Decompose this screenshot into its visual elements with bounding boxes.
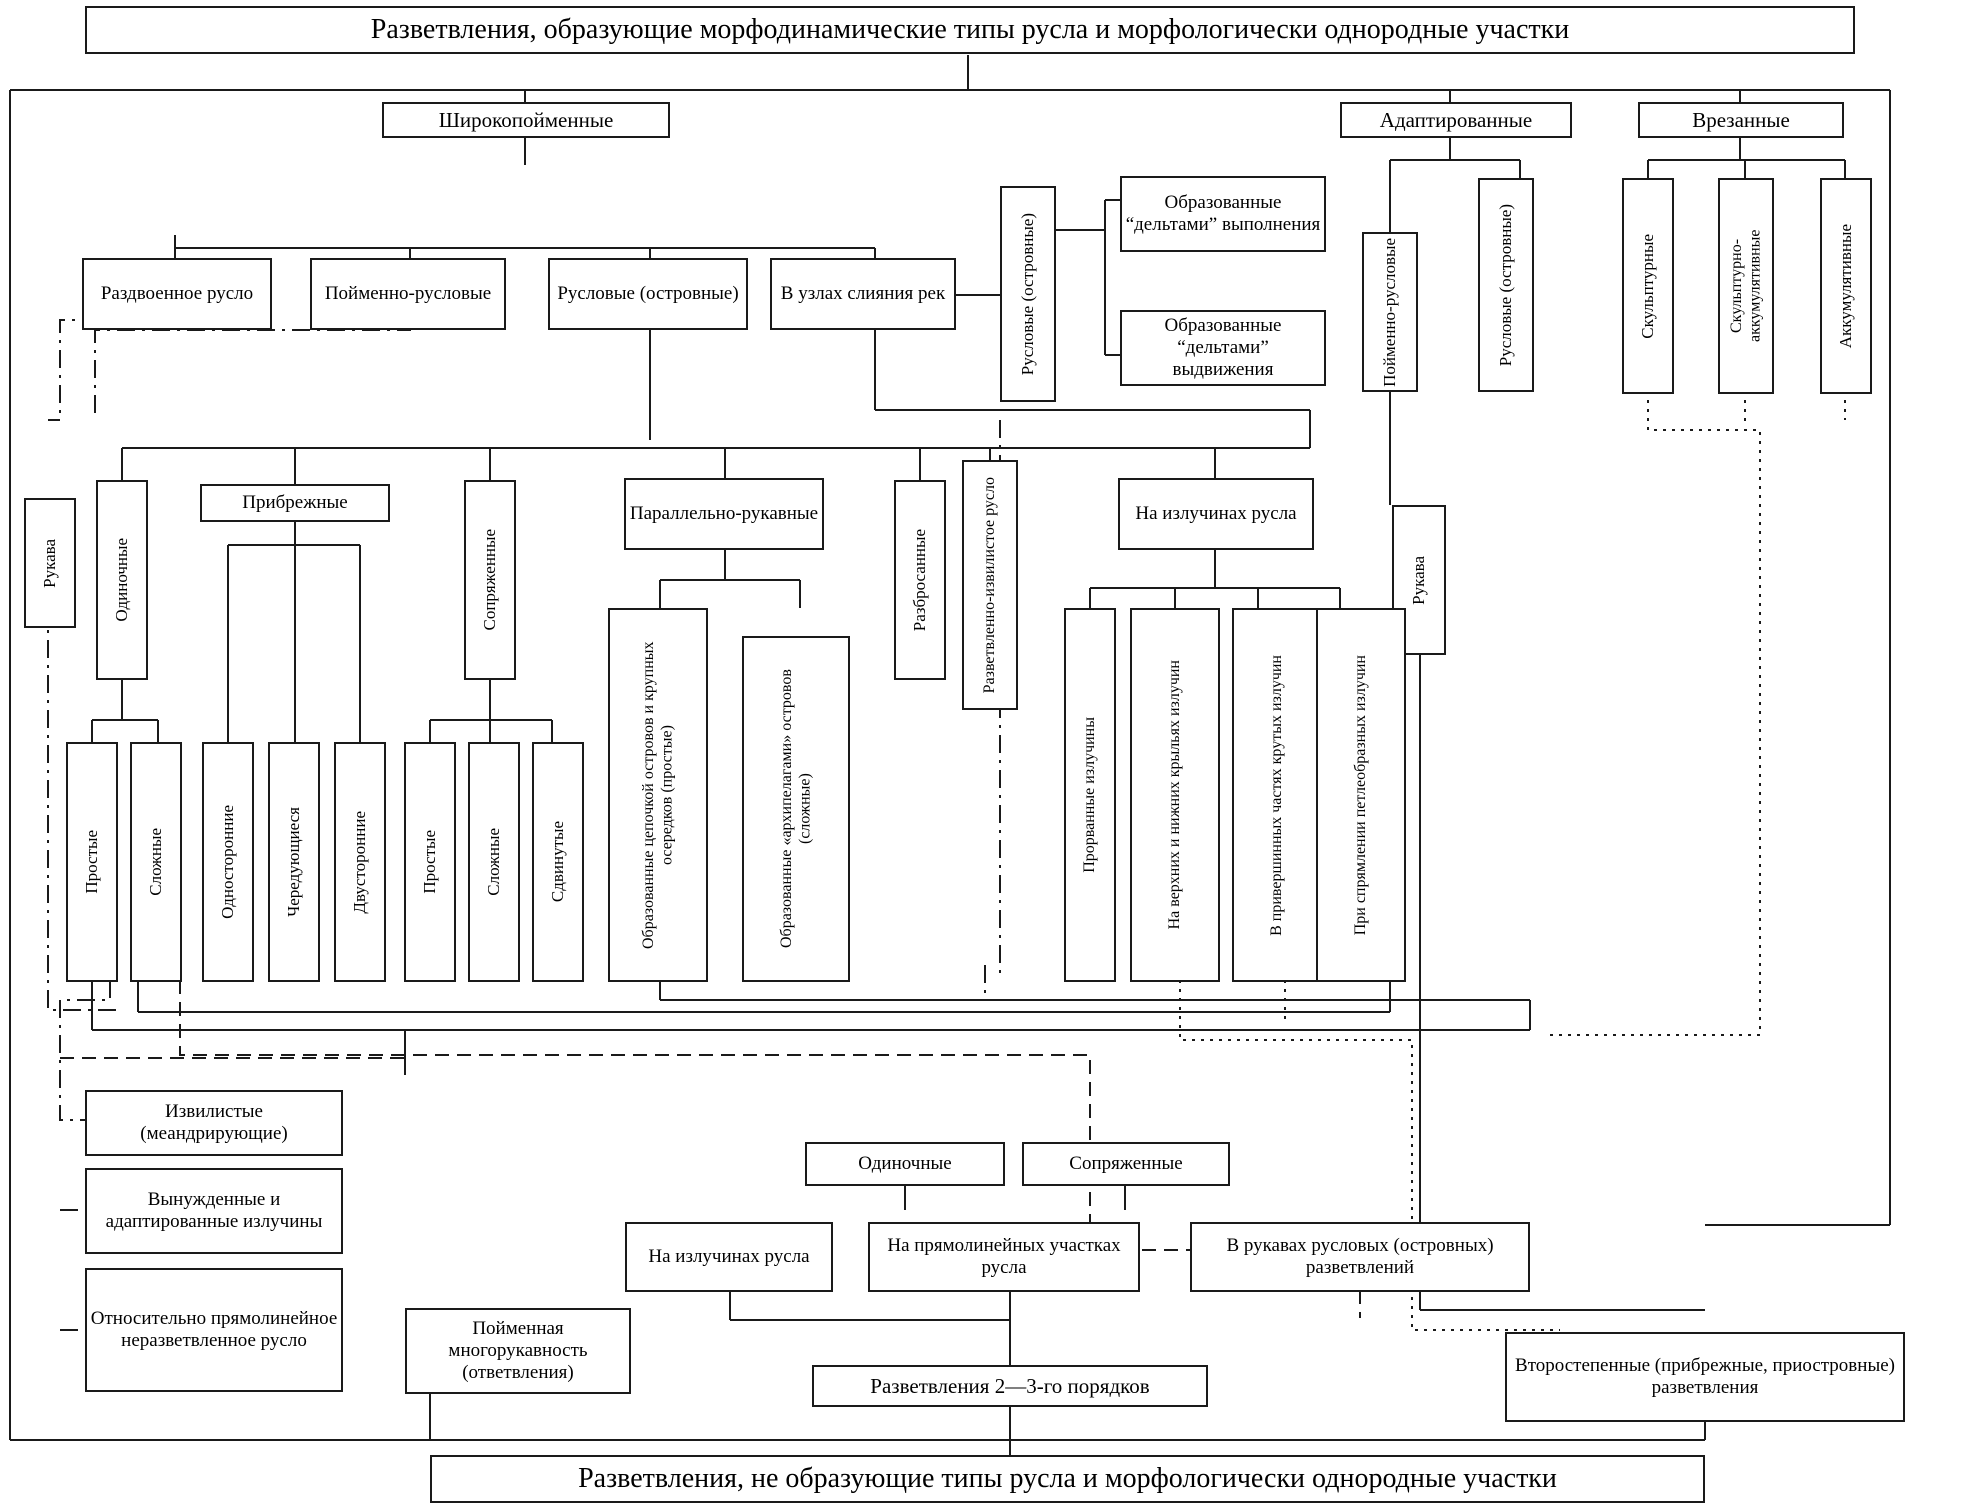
- node-label: Пойменно-русловые: [324, 283, 492, 305]
- node-accumulative[interactable]: [1820, 178, 1872, 394]
- node-label: На прямолинейных участках русла: [887, 1235, 1121, 1278]
- node-parallel-chain[interactable]: [608, 608, 708, 982]
- node-conjugate-lower[interactable]: [1022, 1142, 1230, 1186]
- node-on-straight[interactable]: [868, 1222, 1140, 1292]
- node-floodplain-channel-adapted[interactable]: [1362, 232, 1418, 392]
- node-conjugate-simple[interactable]: [404, 742, 456, 982]
- node-channel-island-wide[interactable]: [548, 258, 748, 330]
- node-label: Широкопойменные: [438, 107, 614, 132]
- node-label: Образованные цепочкой островов и крупных осередков (простые): [639, 641, 675, 949]
- node-sculptural-accumulative[interactable]: [1718, 178, 1774, 394]
- node-label: Адаптированные: [1379, 107, 1533, 132]
- node-scattered[interactable]: [894, 480, 946, 680]
- node-label: Образованные «архипелагами» островов (сложные): [777, 669, 813, 949]
- node-label: Рукава: [40, 538, 60, 588]
- bottom-title-text: Разветвления, не образующие типы русла и морфологически однородные участки: [578, 1462, 1557, 1494]
- node-label: Разветвленно-извилистое русло: [980, 476, 998, 694]
- node-label: Пойменная многорукавность (ответвления): [448, 1318, 588, 1383]
- node-label: В рукавах русловых (островных) разветвлений: [1226, 1235, 1494, 1278]
- node-incised[interactable]: [1638, 102, 1844, 138]
- node-relatively-straight[interactable]: [85, 1268, 343, 1392]
- node-label: Прорванные излучины: [1080, 717, 1098, 873]
- node-label: Сдвинутые: [548, 821, 568, 903]
- top-title-text: Разветвления, образующие морфодинамические типы русла и морфологически однородные участки: [370, 13, 1570, 45]
- node-label: Прибрежные: [242, 492, 348, 514]
- node-split-channel[interactable]: [82, 258, 272, 330]
- node-label: Простые: [82, 830, 102, 894]
- bottom-title-box: [430, 1455, 1705, 1503]
- node-forced-adapted-bends[interactable]: [85, 1168, 343, 1254]
- node-label: Сопряженные: [1069, 1153, 1183, 1175]
- node-label: Образованные “дельтами” выдвижения: [1164, 315, 1282, 380]
- node-label: Чередующиеся: [284, 807, 304, 917]
- node-single-complex[interactable]: [130, 742, 182, 982]
- node-meandering[interactable]: [85, 1090, 343, 1156]
- node-label: Скульптурные: [1638, 233, 1658, 339]
- node-label: В привершинных частях крутых излучин: [1267, 654, 1285, 936]
- node-label: Относительно прямолинейное неразветвленное русло: [90, 1308, 338, 1351]
- node-floodplain-channel-wide[interactable]: [310, 258, 506, 330]
- node-label: Аккумулятивные: [1836, 223, 1856, 349]
- node-label: Вынужденные и адаптированные излучины: [105, 1189, 323, 1232]
- node-label: Разветвления 2—3-го порядков: [870, 1373, 1150, 1398]
- node-conjugate-shifted[interactable]: [532, 742, 584, 982]
- node-wide-floodplain[interactable]: [382, 102, 670, 138]
- node-delta-filling[interactable]: [1120, 176, 1326, 252]
- node-label: Русловые (островные): [1496, 203, 1516, 367]
- node-label: Русловые (островные): [557, 283, 739, 305]
- node-label: Врезанные: [1692, 107, 1790, 132]
- node-label: Русловые (островные): [1018, 212, 1038, 376]
- node-label: Разбросанные: [910, 528, 930, 632]
- node-label: Сложные: [484, 828, 504, 896]
- node-conjugate-complex[interactable]: [468, 742, 520, 982]
- node-label: При спрямлении петлеобразных излучин: [1351, 654, 1369, 936]
- node-label: Двусторонние: [350, 810, 370, 914]
- node-single-simple[interactable]: [66, 742, 118, 982]
- node-orders-2-3[interactable]: [812, 1365, 1208, 1407]
- node-on-bends-lower[interactable]: [625, 1222, 833, 1292]
- node-in-branches[interactable]: [1190, 1222, 1530, 1292]
- node-label: Параллельно-рукавные: [629, 503, 819, 525]
- node-label: Образованные “дельтами” выполнения: [1125, 192, 1321, 235]
- node-delta-advance[interactable]: [1120, 310, 1326, 386]
- node-coastal-two-sided[interactable]: [334, 742, 386, 982]
- node-channel-island-adapted[interactable]: [1478, 178, 1534, 392]
- node-channel-island-confluence[interactable]: [1000, 186, 1056, 402]
- node-label: Односторонние: [218, 805, 238, 919]
- node-coastal-alternating[interactable]: [268, 742, 320, 982]
- node-on-bends-mid[interactable]: [1118, 478, 1314, 550]
- node-branched-sinuous[interactable]: [962, 460, 1018, 710]
- node-label: На верхних и нижних крыльях излучин: [1165, 660, 1183, 930]
- node-bends-apex-steep[interactable]: [1232, 608, 1322, 982]
- node-adapted[interactable]: [1340, 102, 1572, 138]
- node-label: Раздвоенное русло: [100, 283, 254, 305]
- node-label: На излучинах русла: [648, 1246, 810, 1268]
- node-bends-breached[interactable]: [1064, 608, 1116, 982]
- node-bends-straightening[interactable]: [1316, 608, 1406, 982]
- top-title-box: [85, 6, 1855, 54]
- node-single-lower[interactable]: [805, 1142, 1005, 1186]
- node-parallel-archipelago[interactable]: [742, 636, 850, 982]
- node-label: Извилистые (меандрирующие): [140, 1101, 288, 1144]
- node-label: Одиночные: [858, 1153, 952, 1175]
- node-conjugate-mid[interactable]: [464, 480, 516, 680]
- node-label: Второстепенные (прибрежные, приостровные) разветвления: [1515, 1355, 1895, 1398]
- node-label: Пойменно-русловые: [1380, 237, 1400, 387]
- node-label: Одиночные: [112, 538, 132, 622]
- node-floodplain-multiarm[interactable]: [405, 1308, 631, 1394]
- node-branches-left[interactable]: [24, 498, 76, 628]
- node-label: Простые: [420, 830, 440, 894]
- node-parallel-arm[interactable]: [624, 478, 824, 550]
- node-coastal[interactable]: [200, 484, 390, 522]
- node-label: На излучинах русла: [1135, 503, 1297, 525]
- node-coastal-one-sided[interactable]: [202, 742, 254, 982]
- node-label: Сложные: [146, 828, 166, 896]
- node-single-mid[interactable]: [96, 480, 148, 680]
- node-secondary-branches[interactable]: [1505, 1332, 1905, 1422]
- node-confluence-nodes[interactable]: [770, 258, 956, 330]
- node-label: Скульптурно-аккумулятивные: [1727, 229, 1763, 343]
- node-label: В узлах слияния рек: [780, 283, 946, 305]
- node-label: Рукава: [1409, 555, 1429, 605]
- node-sculptural[interactable]: [1622, 178, 1674, 394]
- node-label: Сопряженные: [480, 529, 500, 631]
- node-bends-upper-lower-wings[interactable]: [1130, 608, 1220, 982]
